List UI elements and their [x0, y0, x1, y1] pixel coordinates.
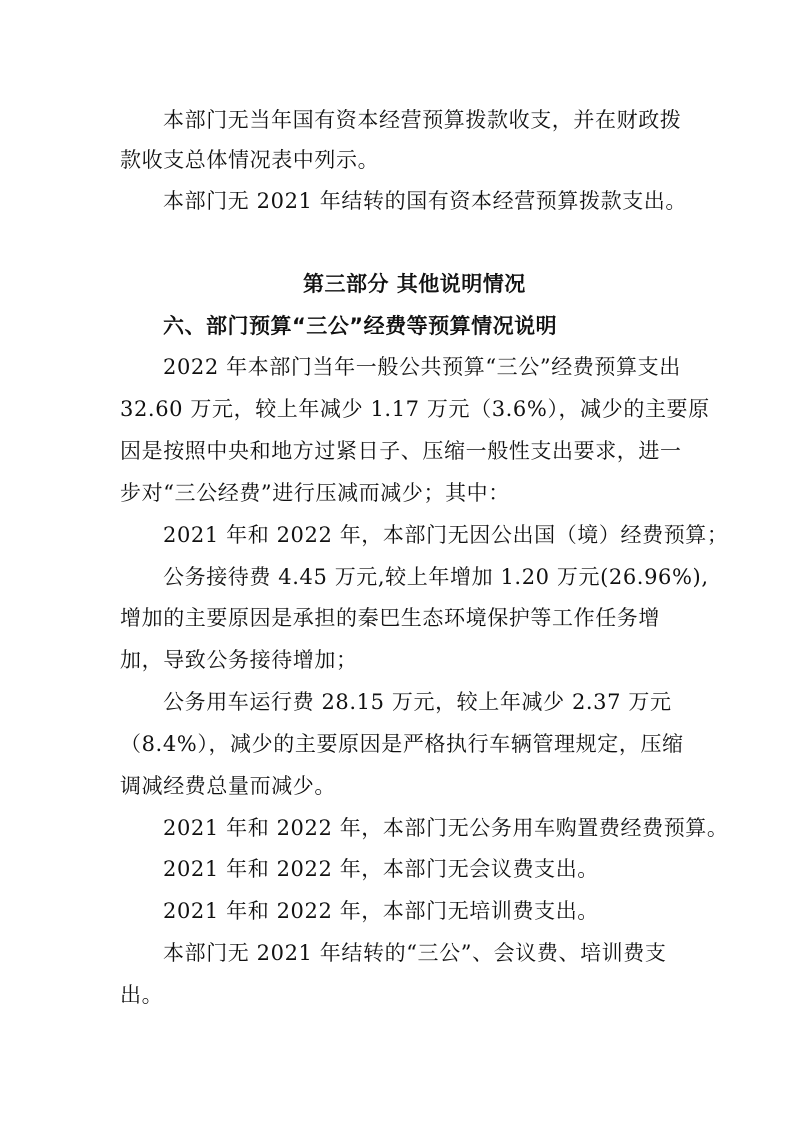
- paragraph-line: 2021 年和 2022 年，本部门无公务用车购置费经费预算。: [163, 816, 729, 840]
- paragraph-line: （8.4%），减少的主要原因是严格执行车辆管理规定，压缩: [120, 732, 684, 756]
- paragraph-line: 因是按照中央和地方过紧日子、压缩一般性支出要求，进一: [120, 439, 682, 463]
- paragraph-line: 本部门无当年国有资本经营预算拨款收支，并在财政拨: [163, 108, 682, 132]
- paragraph-line: 增加的主要原因是承担的秦巴生态环境保护等工作任务增: [120, 606, 660, 630]
- paragraph-line: 2022 年本部门当年一般公共预算“三公”经费预算支出: [163, 355, 681, 379]
- paragraph-line: 本部门无 2021 年结转的国有资本经营预算拨款支出。: [163, 189, 687, 213]
- paragraph-line: 公务接待费 4.45 万元,较上年增加 1.20 万元(26.96%),: [163, 565, 709, 589]
- paragraph-line: 调减经费总量而减少。: [120, 774, 336, 798]
- paragraph-line: 本部门无 2021 年结转的“三公”、会议费、培训费支: [163, 941, 667, 965]
- paragraph-line: 32.60 万元，较上年减少 1.17 万元（3.6%），减少的主要原: [120, 397, 710, 421]
- subsection-title: 六、部门预算“三公”经费等预算情况说明: [163, 314, 558, 338]
- paragraph-line: 2021 年和 2022 年，本部门无会议费支出。: [163, 857, 599, 881]
- section-title: 第三部分 其他说明情况: [303, 272, 526, 296]
- paragraph-line: 加，导致公务接待增加；: [120, 648, 358, 672]
- paragraph-line: 2021 年和 2022 年，本部门无培训费支出。: [163, 899, 599, 923]
- paragraph-line: 步对“三公经费”进行压减而减少；其中：: [120, 481, 510, 505]
- paragraph-line: 款收支总体情况表中列示。: [120, 148, 380, 172]
- paragraph-line: 2021 年和 2022 年，本部门无因公出国（境）经费预算；: [163, 523, 729, 547]
- paragraph-line: 公务用车运行费 28.15 万元，较上年减少 2.37 万元: [163, 690, 672, 714]
- paragraph-line: 出。: [120, 983, 164, 1007]
